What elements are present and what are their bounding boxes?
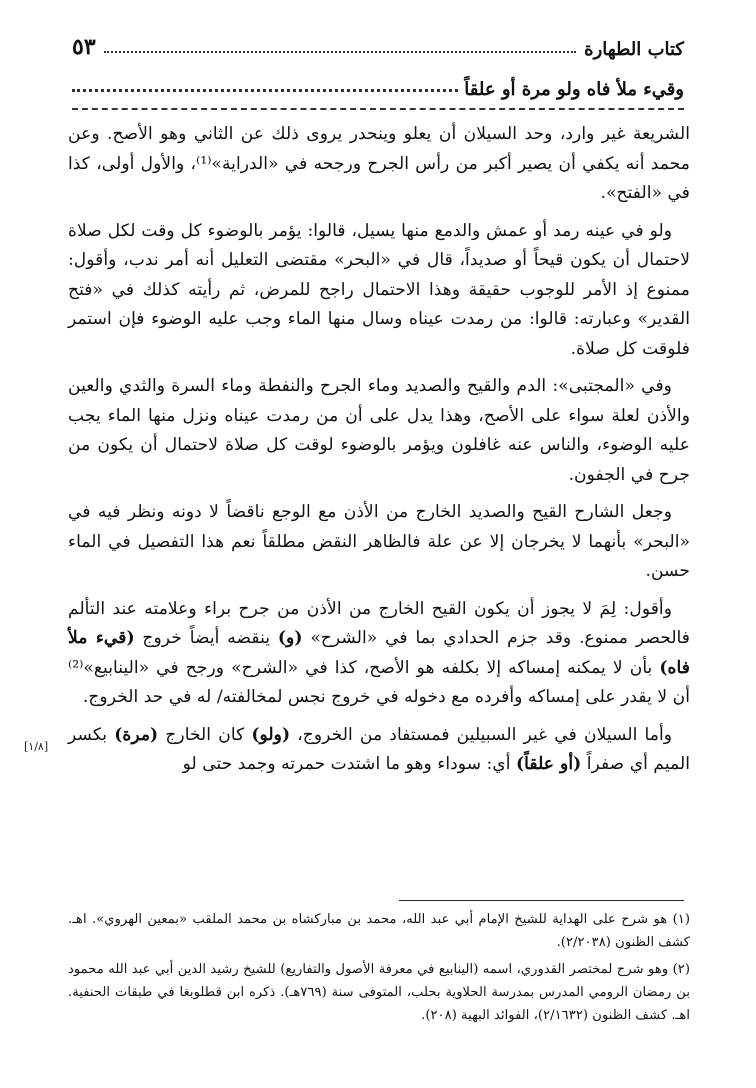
header-leader-dots — [104, 51, 577, 53]
paragraph — [68, 595, 690, 713]
text-run: وأما السيلان في غير السبيلين فمستفاد من الخروج، — [290, 724, 673, 745]
footnote: (٢) وهو شرح لمختصر القدوري، اسمه (الينابيع في معرفة الأصول والتفاريع) للشيخ رشيد الدين أبي عبد الله محمود بن رمضان الرومي المدرس بمدرسة الحلاوية بحلب، المتوفى سنة (٧٦٩هـ). ذكره ابن قطلوبغا في طبقات الحنفية. اهـ. كشف الظنون (٢/١٦٣٢)، الفوائد البهية (٢٠٨). — [68, 962, 691, 1023]
manuscript-folio-marker: [١/٨] — [24, 740, 49, 753]
matn-text: (أو علقاً) — [516, 754, 582, 774]
paragraph: ولو في عينه رمد أو عمش والدمع منها يسيل، قالوا: يؤمر بالوضوء كل وقت لكل صلاة لاحتمال أن يكون قيحاً أو صديداً، قال في «البحر» مقتضى التعليل أنه أمر ندب، وأقول: ممنوع إذ الأمر للوجوب حقيقة وهذا الاحتمال راجح للمرض، ثم رأيته كذلك في «فتح القدير» وعبارته: قالوا: من رمدت عيناه وسال منها الماء وجب عليه الوضوء فإن استمر فلوقت كل صلاة. — [68, 220, 690, 359]
paragraph: وفي «المجتبى»: الدم والقيح والصديد وماء الجرح والنفطة وماء السرة والثدي والعين والأذن لعلة سواء على الأصح، وهذا يدل على أن من رمدت عيناه ونزل منها الماء يجب عليه الوضوء، والناس عنه غافلون ويؤمر بالوضوء لوقت كل صلاة لاحتمال أن يكون من جرح في الجفون. — [68, 376, 690, 485]
section-heading — [72, 70, 684, 100]
heading-dotted-line — [72, 89, 458, 92]
main-text — [68, 120, 690, 788]
text-run: بكسر الميم أي صفراً — [68, 724, 690, 774]
matn-text: (مرة) — [114, 724, 159, 745]
text-run: كان الخارج — [158, 724, 252, 745]
paragraph — [68, 721, 690, 780]
text-run: ينقضه أيضاً خروج — [134, 628, 278, 648]
text-run: بأن لا يمكنه إمساكه إلا بكلفه هو الأصح، كذا في «الشرح» ورجح في «الينابيع»⁽²⁾ أن لا يقدر على إمساكه وأفرده مع دخوله في خروج نجس لمخالفته/ له في حد الخروج. — [68, 657, 690, 707]
page-number: ٥٣ — [72, 34, 96, 60]
book-title: كتاب الطهارة — [584, 39, 684, 60]
running-header — [72, 30, 684, 60]
text-run: وأقول: لِمَ لا يجوز أن يكون القيح الخارج من الأذن من جرح براء وعلامته عند التألم فالحصر ممنوع. وقد جزم الحدادي بما في «الشرح» — [68, 598, 691, 648]
matn-text: (ولو) — [251, 724, 291, 745]
footnotes — [68, 908, 690, 1031]
paragraph: وجعل الشارح القيح والصديد الخارج من الأذن مع الوجع ناقضاً لا دونه ونظر فيه في «البحر» بأنهما لا يخرجان إلا عن علة فالظاهر النقض مطلقاً نعم هذا التفصيل في الماء حسن. — [68, 502, 690, 581]
dashed-divider — [72, 108, 684, 110]
matn-text: (و) — [277, 628, 303, 648]
paragraph: الشريعة غير وارد، وحد السيلان أن يعلو وينحدر يروى ذلك عن الثاني وهو الأصح. وعن محمد أنه يكفي أن يصير أكبر من رأس الجرح ورجحه في «الدراية»⁽¹⁾، والأول أولى، كذا في «الفتح». — [68, 124, 690, 203]
footnote-separator — [399, 900, 684, 901]
footnote: (١) هو شرح على الهداية للشيخ الإمام أبي عبد الله، محمد بن مباركشاه بن محمد الملقب «بمعين الهروي». اهـ. كشف الظنون (٢/٢٠٣٨). — [68, 912, 690, 950]
section-title: وقيء ملأ فاه ولو مرة أو علقاً — [464, 79, 684, 100]
matn-text: (قيء ملأ فاه) — [68, 628, 690, 678]
text-run: أي: سوداء وهو ما اشتدت حمرته وجمد حتى لو — [182, 754, 517, 774]
